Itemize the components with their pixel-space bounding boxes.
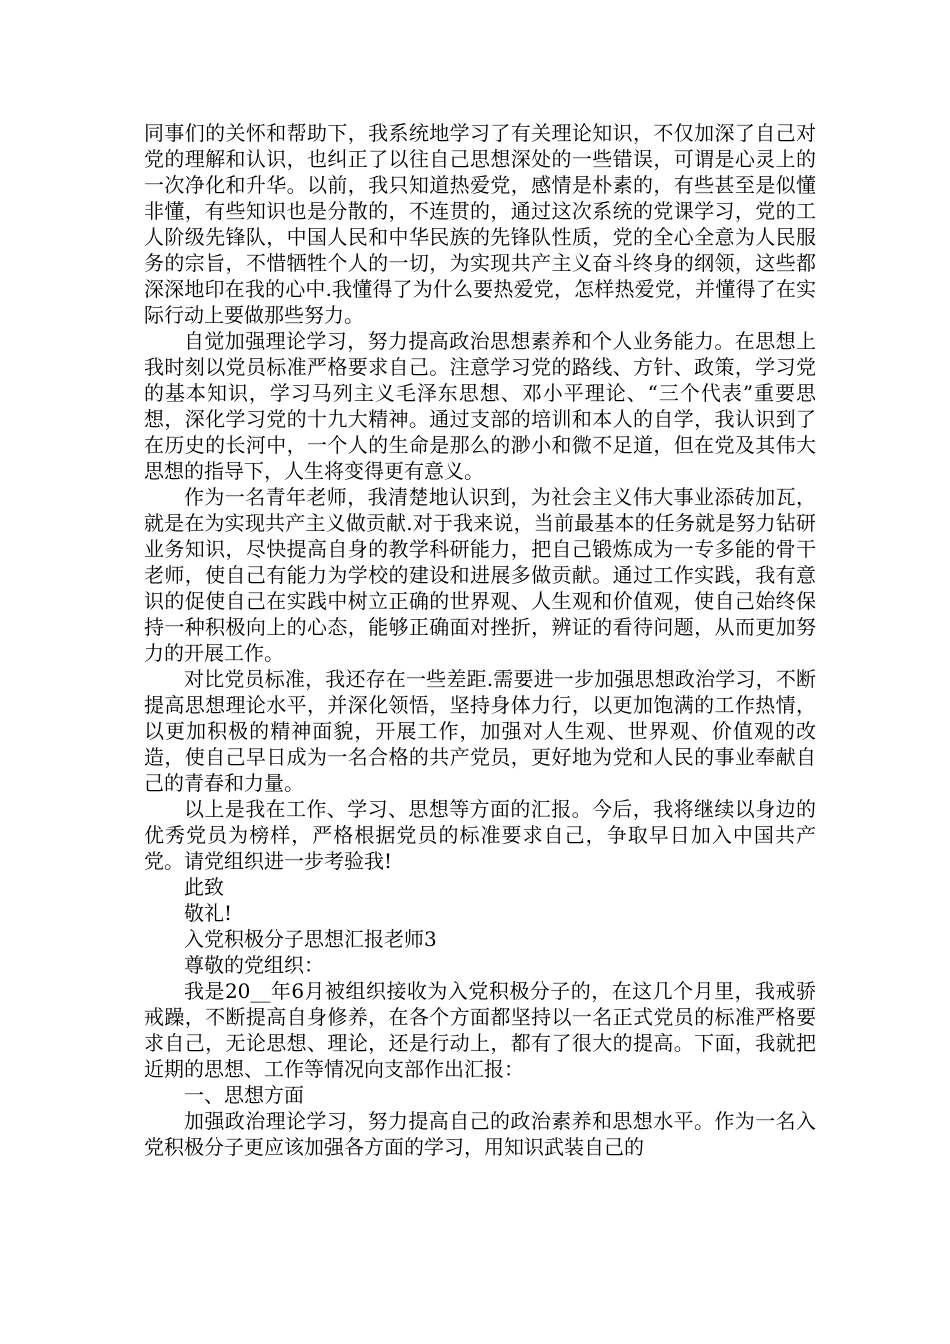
closing-regards: 敬礼!	[184, 901, 233, 925]
closing-salutation: 此致	[184, 875, 224, 899]
section-title: 入党积极分子思想汇报老师3	[184, 927, 437, 951]
paragraph-last: 加强政治理论学习，努力提高自己的政治素养和思想水平。作为一名入党积极分子更应该加强各方面的学习，用知识武装自己的	[144, 1109, 816, 1159]
paragraph-4: 对比党员标准，我还存在一些差距.需要进一步加强思想政治学习，不断提高思想理论水平，并深化领悟，坚持身体力行，以更加饱满的工作热情，以更加积极的精神面貌，开展工作，加强对人生观、世界观、价值观的改造，使自己早日成为一名合格的共产党员，更好地为党和人民的事业奉献自己的青春和力量。	[144, 667, 816, 795]
paragraph-2: 自觉加强理论学习，努力提高政治思想素养和个人业务能力。在思想上我时刻以党员标准严格要求自己。注意学习党的路线、方针、政策，学习党的基本知识，学习马列主义毛泽东思想、邓小平理论、“三个代表”重要思想，深化学习党的十九大精神。通过支部的培训和本人的自学，我认识到了在历史的长河中，一个人的生命是那么的渺小和微不足道，但在党及其伟大思想的指导下，人生将变得更有意义。	[144, 329, 816, 483]
subheading-thought: 一、思想方面	[184, 1083, 304, 1107]
paragraph-3: 作为一名青年老师，我清楚地认识到，为社会主义伟大事业添砖加瓦，就是在为实现共产主义做贡献.对于我来说，当前最基本的任务就是努力钻研业务知识，尽快提高自身的教学科研能力，把自己锻炼成为一专多能的骨干老师，使自己有能力为学校的建设和进展多做贡献。通过工作实践，我有意识的促使自己在实践中树立正确的世界观、人生观和价值观，使自己始终保持一种积极向上的心态，能够正确面对挫折，辨证的看待问题，从而更加努力的开展工作。	[144, 485, 816, 665]
greeting: 尊敬的党组织：	[184, 953, 324, 977]
paragraph-intro: 我是20__年6月被组织接收为入党积极分子的，在这几个月里，我戒骄戒躁，不断提高自身修养，在各个方面都坚持以一名正式党员的标准严格要求自己，无论思想、理论，还是行动上，都有了很大的提高。下面，我就把近期的思想、工作等情况向支部作出汇报：	[144, 979, 816, 1081]
document-page	[144, 120, 816, 1160]
paragraph-5: 以上是我在工作、学习、思想等方面的汇报。今后，我将继续以身边的优秀党员为榜样，严格根据党员的标准要求自己，争取早日加入中国共产党。请党组织进一步考验我!	[144, 797, 816, 873]
paragraph-1: 同事们的关怀和帮助下，我系统地学习了有关理论知识，不仅加深了自己对党的理解和认识，也纠正了以往自己思想深处的一些错误，可谓是心灵上的一次净化和升华。以前，我只知道热爱党，感情是朴素的，有些甚至是似懂非懂，有些知识也是分散的，不连贯的，通过这次系统的党课学习，党的工人阶级先锋队，中国人民和中华民族的先锋队性质，党的全心全意为人民服务的宗旨，不惜牺牲个人的一切，为实现共产主义奋斗终身的纲领，这些都深深地印在我的心中.我懂得了为什么要热爱党，怎样热爱党，并懂得了在实际行动上要做那些努力。	[144, 121, 816, 327]
